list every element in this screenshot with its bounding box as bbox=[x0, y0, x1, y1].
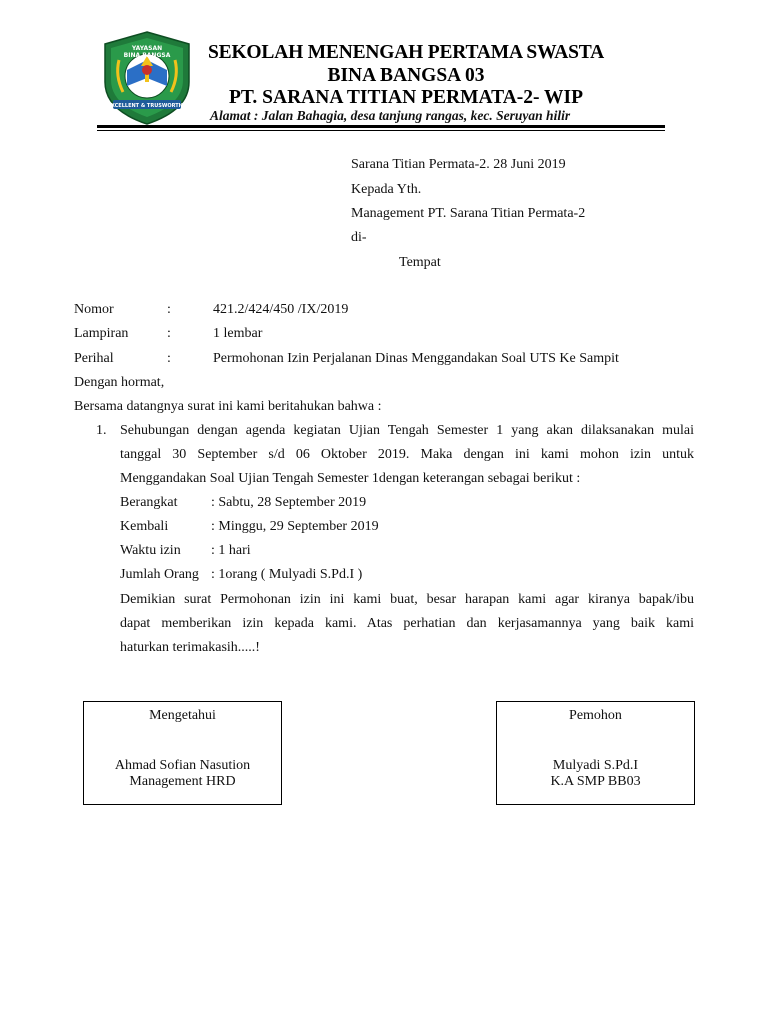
paragraph-line-1: Sehubungan dengan agenda kegiatan Ujian Tengah Semester 1 yang akan dilaksanakan mulai bbox=[120, 423, 694, 438]
place-date: Sarana Titian Permata-2. 28 Juni 2019 bbox=[351, 157, 566, 172]
signature-name: Mulyadi S.Pd.I bbox=[552, 758, 639, 773]
perihal-colon: : bbox=[167, 351, 171, 366]
svg-text:BINA BANGSA: BINA BANGSA bbox=[123, 52, 171, 59]
letterhead-address: Alamat : Jalan Bahagia, desa tanjung rangas, kec. Seruyan hilir bbox=[210, 108, 571, 123]
signature-box-left bbox=[83, 701, 282, 805]
svg-text:EXCELLENT & TRUSWORTHY: EXCELLENT & TRUSWORTHY bbox=[107, 103, 187, 109]
signature-title: Mengetahui bbox=[149, 708, 216, 723]
paragraph-line-3: Menggandakan Soal Ujian Tengah Semester 1dengan keterangan sebagai berikut : bbox=[120, 471, 581, 486]
signature-title: Pemohon bbox=[569, 708, 622, 723]
recipient-to: Kepada Yth. bbox=[351, 182, 422, 197]
detail-value: : 1 hari bbox=[211, 543, 251, 558]
intro-text: Bersama datangnya surat ini kami beritahukan bahwa : bbox=[74, 399, 382, 414]
letterhead-company: PT. SARANA TITIAN PERMATA-2- WIP bbox=[228, 87, 584, 108]
detail-value: : Minggu, 29 September 2019 bbox=[211, 519, 379, 534]
signature-position: Management HRD bbox=[129, 774, 236, 789]
lampiran-value: 1 lembar bbox=[213, 326, 263, 341]
detail-value: : 1orang ( Mulyadi S.Pd.I ) bbox=[211, 567, 363, 582]
detail-label: Berangkat bbox=[120, 495, 178, 510]
recipient-di: di- bbox=[351, 230, 367, 245]
detail-label: Kembali bbox=[120, 519, 169, 534]
lampiran-label: Lampiran bbox=[74, 326, 129, 341]
lampiran-colon: : bbox=[167, 326, 171, 341]
nomor-label: Nomor bbox=[74, 302, 114, 317]
paragraph-line-2: tanggal 30 September s/d 06 Oktober 2019. Maka dengan ini kami mohon izin untuk bbox=[120, 447, 694, 462]
nomor-value: 421.2/424/450 /IX/2019 bbox=[213, 302, 349, 317]
recipient-place: Tempat bbox=[399, 255, 441, 270]
closing-line-2: dapat memberikan izin kepada kami. Atas perhatian dan kerjasamannya yang baik kami bbox=[120, 616, 694, 631]
perihal-value: Permohonan Izin Perjalanan Dinas Menggandakan Soal UTS Ke Sampit bbox=[213, 351, 619, 366]
school-logo bbox=[97, 30, 197, 126]
nomor-colon: : bbox=[167, 302, 171, 317]
perihal-label: Perihal bbox=[74, 351, 114, 366]
letterhead-school-name: BINA BANGSA 03 bbox=[327, 65, 485, 86]
svg-text:YAYASAN: YAYASAN bbox=[131, 45, 163, 52]
detail-label: Jumlah Orang bbox=[120, 567, 199, 582]
item-number: 1. bbox=[96, 423, 107, 438]
greeting: Dengan hormat, bbox=[74, 375, 165, 390]
detail-value: : Sabtu, 28 September 2019 bbox=[211, 495, 367, 510]
letterhead-divider bbox=[97, 125, 665, 128]
signature-position: K.A SMP BB03 bbox=[550, 774, 641, 789]
closing-line-3: haturkan terimakasih.....! bbox=[120, 640, 260, 655]
signature-name: Ahmad Sofian Nasution bbox=[114, 758, 251, 773]
letterhead-divider-thin bbox=[97, 130, 665, 131]
detail-label: Waktu izin bbox=[120, 543, 181, 558]
signature-box-right bbox=[496, 701, 695, 805]
closing-line-1: Demikian surat Permohonan izin ini kami buat, besar harapan kami agar kiranya bapak/ibu bbox=[120, 592, 694, 607]
recipient-name: Management PT. Sarana Titian Permata-2 bbox=[351, 206, 586, 221]
letterhead-school-type: SEKOLAH MENENGAH PERTAMA SWASTA bbox=[208, 42, 604, 63]
